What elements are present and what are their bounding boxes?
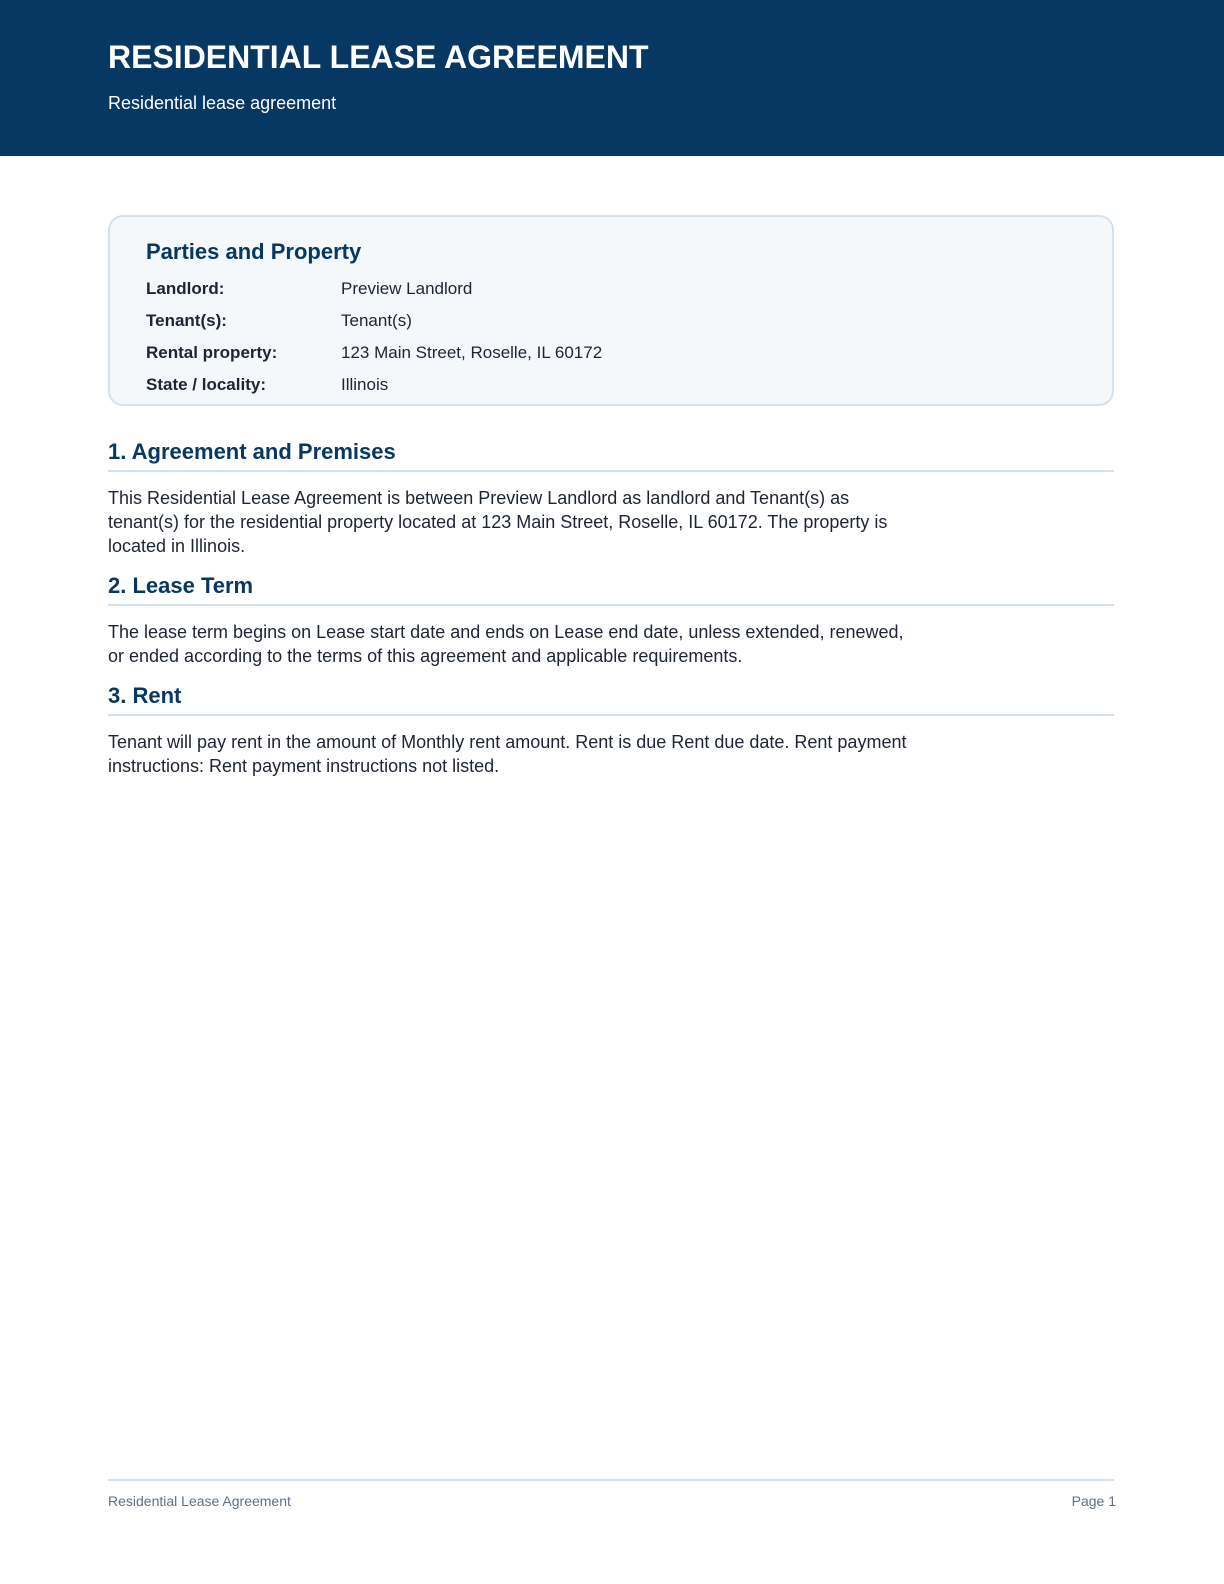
tenants-label: Tenant(s): bbox=[146, 311, 227, 330]
section-divider bbox=[108, 714, 1114, 716]
rental-property-value: 123 Main Street, Roselle, IL 60172 bbox=[341, 343, 603, 362]
parties-card-title: Parties and Property bbox=[146, 239, 362, 264]
lease-term-heading: 2. Lease Term bbox=[108, 573, 254, 598]
rent-body: Tenant will pay rent in the amount of Monthly rent amount. Rent is due Rent due date. Rent payment instructions: Rent payment instructions not listed. bbox=[108, 732, 907, 776]
document-subtitle: Residential lease agreement bbox=[108, 93, 337, 113]
landlord-label: Landlord: bbox=[146, 279, 225, 298]
agreement-premises-heading: 1. Agreement and Premises bbox=[108, 439, 396, 464]
page-number: Page 1 bbox=[1071, 1493, 1116, 1509]
state-locality-label: State / locality: bbox=[146, 375, 266, 394]
landlord-row bbox=[146, 277, 1046, 301]
lease-term-body: The lease term begins on Lease start date and ends on Lease end date, unless extended, renewed, or ended according to the terms of this agreement and applicable requirements. bbox=[108, 622, 904, 666]
parties-and-property-card bbox=[108, 215, 1114, 406]
document-header bbox=[0, 0, 1224, 156]
footer-divider bbox=[108, 1479, 1114, 1481]
rental-property-row bbox=[146, 341, 1046, 365]
landlord-value: Preview Landlord bbox=[341, 279, 473, 298]
rental-property-label: Rental property: bbox=[146, 343, 278, 362]
state-locality-value: Illinois bbox=[341, 375, 389, 394]
tenants-value: Tenant(s) bbox=[341, 311, 412, 330]
document-title: RESIDENTIAL LEASE AGREEMENT bbox=[108, 39, 649, 75]
footer-document-name: Residential Lease Agreement bbox=[108, 1493, 291, 1509]
tenants-row bbox=[146, 309, 1046, 333]
section-divider bbox=[108, 604, 1114, 606]
section-divider bbox=[108, 470, 1114, 472]
rent-heading: 3. Rent bbox=[108, 683, 182, 708]
agreement-premises-body: This Residential Lease Agreement is between Preview Landlord as landlord and Tenant(s) as tenant(s) for the residential property located at 123 Main Street, Roselle, IL 60172. The property is located in Illinois. bbox=[108, 488, 888, 556]
state-locality-row bbox=[146, 373, 1046, 397]
